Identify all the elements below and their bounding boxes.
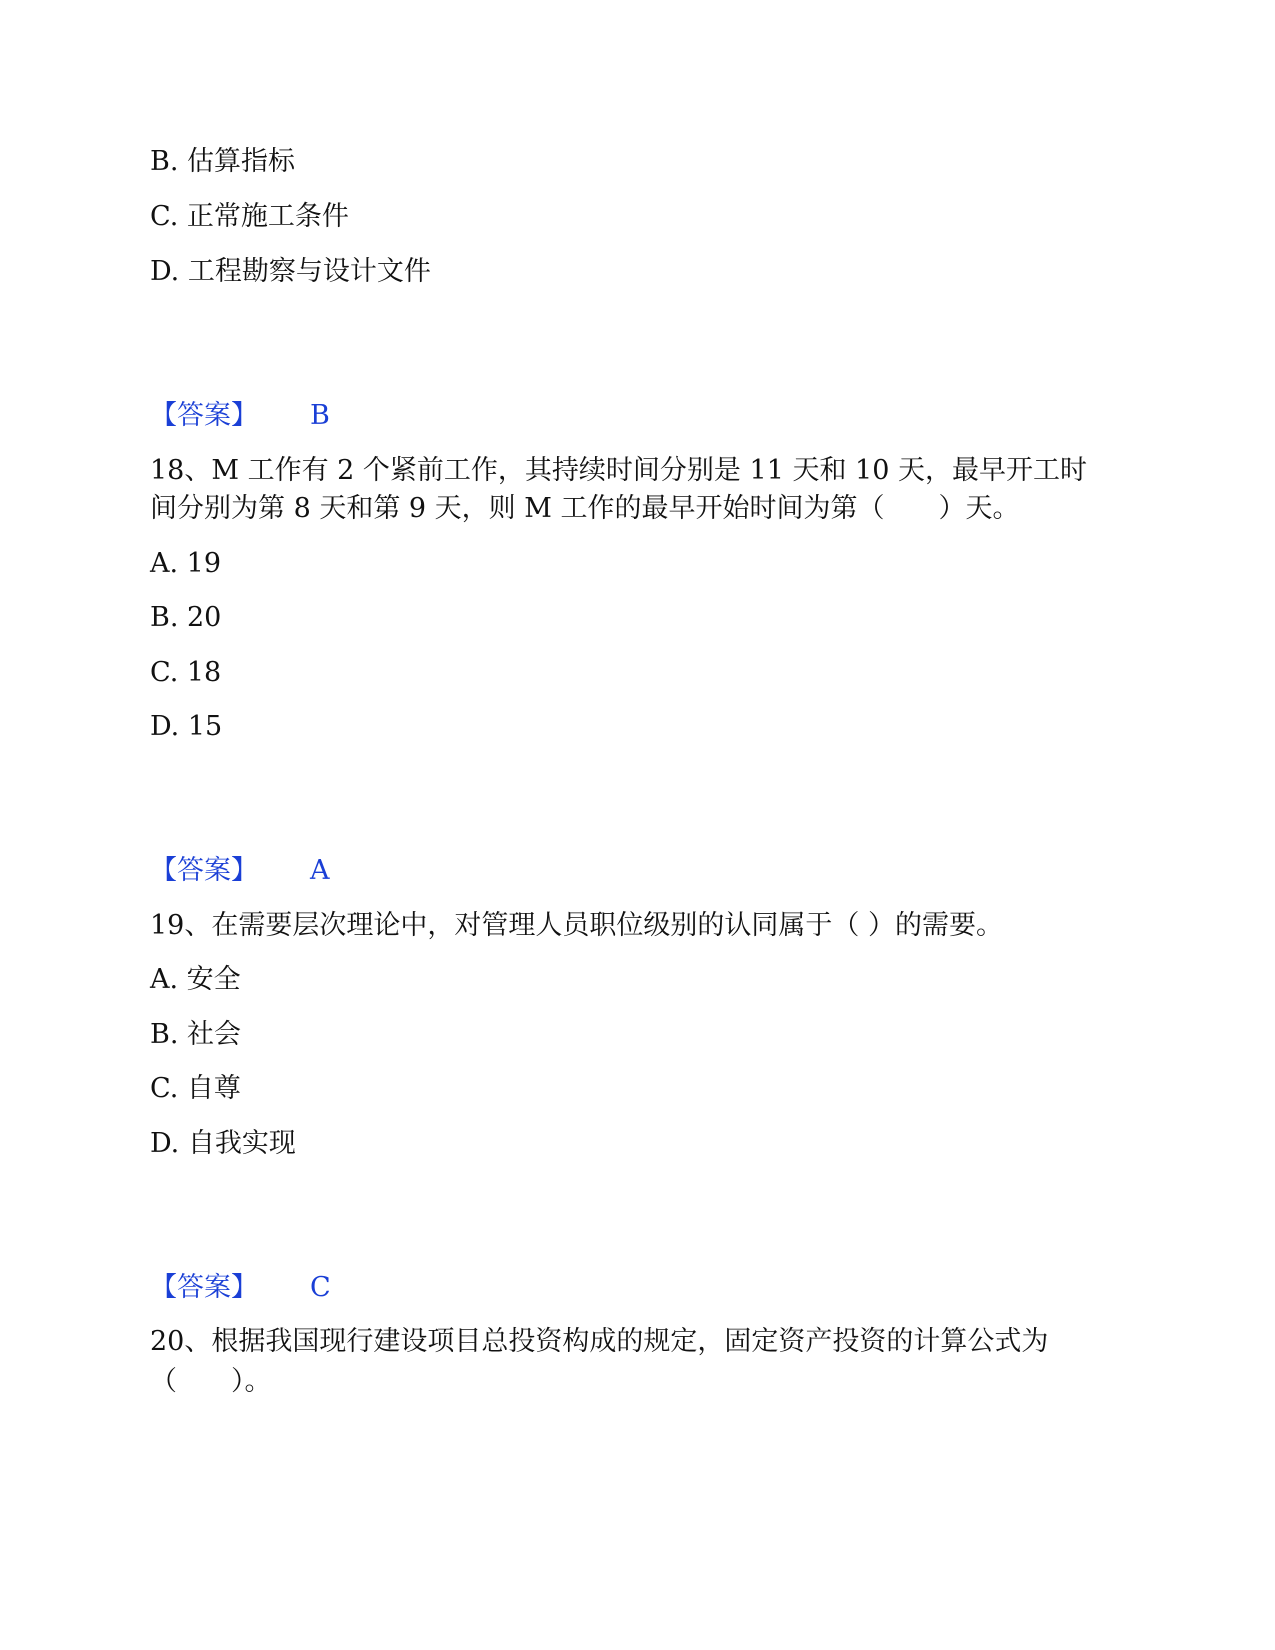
q17-option-c: C. 正常施工条件 [150, 201, 349, 232]
q19-answer [150, 1274, 410, 1304]
q18-option-c: C. 18 [150, 657, 222, 688]
q18-option-d: D. 15 [150, 711, 223, 742]
q18-stem-line2: 间分别为第 8 天和第 9 天，则 M 工作的最早开始时间为第（ ）天。 [150, 493, 1020, 524]
q20-stem-line2: （ ）。 [150, 1366, 272, 1397]
q19-option-a: A. 安全 [150, 964, 241, 995]
answer-label: 【答案】 [150, 855, 258, 886]
q18-stem-line1: 18、M 工作有 2 个紧前工作，其持续时间分别是 11 天和 10 天，最早开工时 [150, 455, 1087, 486]
q19-option-c: C. 自尊 [150, 1073, 241, 1104]
q17-option-d: D. 工程勘察与设计文件 [150, 256, 431, 287]
q18-option-b: B. 20 [150, 602, 222, 633]
q18-option-a: A. 19 [150, 548, 222, 579]
answer-value: C [310, 1272, 331, 1303]
answer-value: B [310, 400, 330, 431]
answer-label: 【答案】 [150, 400, 258, 431]
q19-option-d: D. 自我实现 [150, 1128, 296, 1159]
q18-answer [150, 857, 410, 887]
q20-stem-line1: 20、根据我国现行建设项目总投资构成的规定，固定资产投资的计算公式为 [150, 1326, 1049, 1357]
q17-option-b: B. 估算指标 [150, 146, 296, 177]
answer-value: A [310, 855, 330, 886]
q19-stem: 19、在需要层次理论中，对管理人员职位级别的认同属于（ ）的需要。 [150, 910, 1003, 941]
q19-option-b: B. 社会 [150, 1019, 242, 1050]
answer-label: 【答案】 [150, 1272, 258, 1303]
q17-answer [150, 402, 410, 432]
